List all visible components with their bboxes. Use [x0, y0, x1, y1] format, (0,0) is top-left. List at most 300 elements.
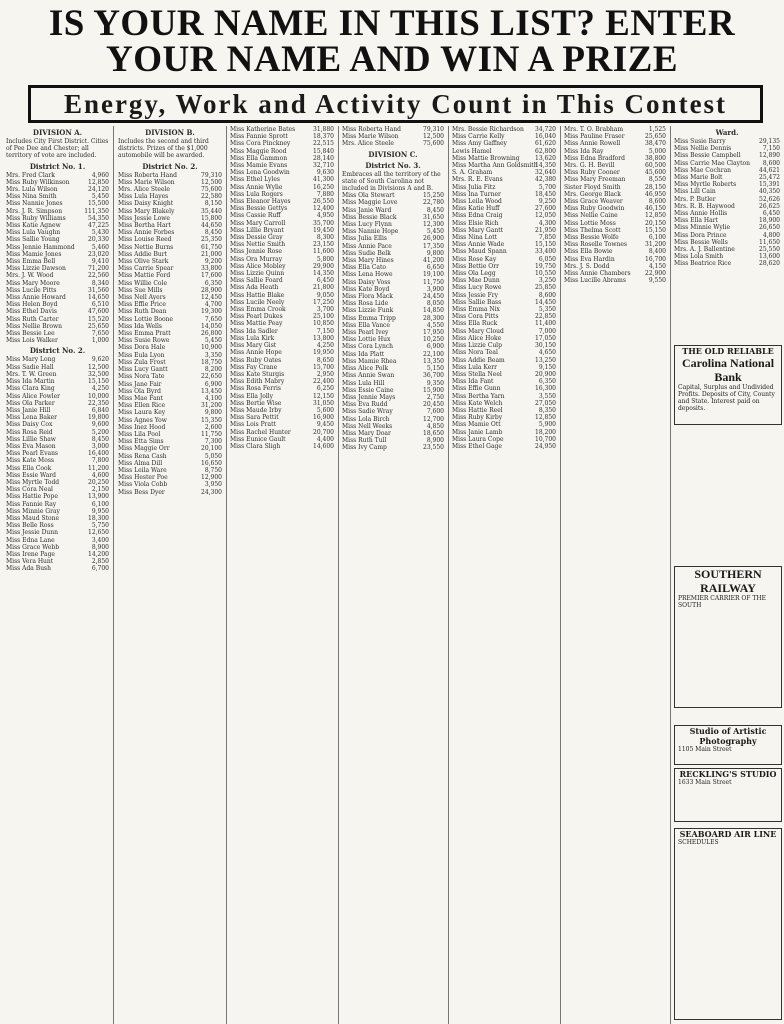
- contestant-name: Miss Ruth Carter: [6, 315, 59, 323]
- contestant-entry: [342, 358, 444, 365]
- vote-count: 60,500: [645, 162, 666, 170]
- contestant-entry: [342, 126, 444, 133]
- contestant-entry: [452, 421, 556, 428]
- contestant-entry: [452, 148, 556, 155]
- contestant-name: Miss Lula Hill: [342, 379, 385, 387]
- vote-count: 75,600: [201, 186, 222, 194]
- contestant-entry: [118, 330, 222, 337]
- contestant-entry: [230, 414, 334, 421]
- vote-count: 6,350: [538, 378, 556, 386]
- vote-count: 4,600: [91, 471, 109, 479]
- contestant-name: Miss Pauline Fraser: [564, 133, 625, 141]
- contestant-entry: [342, 214, 444, 221]
- contestant-entry: [564, 126, 666, 133]
- vote-count: 4,250: [91, 385, 109, 393]
- contestant-entry: [6, 172, 109, 179]
- contestant-entry: [118, 388, 222, 395]
- contestant-name: Miss Minnie Wylie: [674, 224, 731, 232]
- vote-count: 16,650: [201, 459, 222, 467]
- vote-count: 26,625: [759, 202, 780, 210]
- vote-count: 15,150: [535, 241, 556, 249]
- column-rule: [670, 126, 671, 1024]
- vote-count: 5,750: [91, 522, 109, 530]
- contestant-name: Miss Mary Gist: [230, 342, 277, 350]
- vote-count: 25,550: [759, 246, 780, 254]
- contestant-entry: [230, 126, 334, 133]
- contestant-entry: [564, 227, 666, 234]
- contestant-entry: [564, 198, 666, 205]
- vote-count: 29,135: [759, 138, 780, 145]
- contestant-entry: [342, 271, 444, 278]
- vote-count: 4,100: [204, 394, 222, 402]
- contestant-name: Miss Pearl Ivey: [342, 329, 389, 337]
- contestant-entry: [674, 188, 780, 195]
- section-intro: Includes City First District. Cities of Pee Dee and Chester; all territory of vote are included.: [6, 138, 109, 160]
- vote-count: 17,950: [423, 329, 444, 337]
- contestant-name: Miss Ada Heath: [230, 284, 279, 292]
- contestant-entry: [6, 193, 109, 200]
- contestant-entry: [118, 179, 222, 186]
- contestant-name: Miss Ruby Oates: [230, 356, 282, 364]
- vote-count: 5,600: [316, 406, 334, 414]
- contestant-name: Miss Myrtle Todd: [6, 478, 60, 486]
- contestant-entry: [230, 212, 334, 219]
- contestant-entry: [674, 203, 780, 210]
- contestant-name: Miss Leila Wood: [452, 198, 502, 206]
- contestant-entry: [564, 263, 666, 270]
- contestant-entry: [342, 140, 444, 147]
- vote-count: 15,800: [201, 214, 222, 222]
- contestant-name: Mrs. Alice Steele: [118, 186, 170, 194]
- contestant-name: Miss Marie Wilson: [118, 178, 175, 186]
- vote-count: 33,400: [535, 248, 556, 256]
- contestant-entry: [674, 196, 780, 203]
- contestant-entry: [118, 489, 222, 496]
- contestant-entry: [6, 330, 109, 337]
- contestant-name: Miss Ola Parker: [6, 399, 55, 407]
- column-rule: [226, 126, 227, 1024]
- contestant-name: Miss Beatrice Rice: [674, 260, 732, 268]
- vote-count: 79,310: [423, 126, 444, 133]
- vote-count: 20,900: [535, 370, 556, 378]
- vote-count: 15,500: [88, 200, 109, 208]
- contestant-entry: [230, 421, 334, 428]
- contestant-name: Miss Annie Wylie: [230, 183, 283, 191]
- contestant-entry: [118, 294, 222, 301]
- contestant-name: Lewis Hamel: [452, 147, 492, 155]
- contestant-name: Miss Susie Rowe: [118, 337, 170, 345]
- contestant-entry: [564, 133, 666, 140]
- column-division-c: [342, 126, 444, 1024]
- vote-count: 28,150: [645, 183, 666, 191]
- headline-line-1: IS YOUR NAME IN THIS LIST? ENTER: [48, 3, 736, 44]
- contestant-name: Miss Helen Boyd: [6, 301, 58, 309]
- vote-count: 10,900: [201, 344, 222, 352]
- contestant-entry: [230, 407, 334, 414]
- contestant-entry: [230, 436, 334, 443]
- contestant-entry: [6, 421, 109, 428]
- contestant-name: Miss Rosa Lide: [342, 300, 389, 308]
- contestant-name: Miss Daisy Voss: [342, 278, 391, 286]
- vote-count: 13,800: [313, 334, 334, 342]
- contestant-name: Miss Laura Cope: [452, 435, 504, 443]
- contestant-name: Miss Annie Hollis: [674, 210, 728, 218]
- contestant-name: Miss Ruth Dean: [118, 308, 167, 316]
- contestant-entry: [118, 323, 222, 330]
- railway-title: SOUTHERN RAILWAY: [694, 567, 762, 595]
- contestant-name: Miss Lizzie Culp: [452, 342, 502, 350]
- vote-count: 44,621: [759, 166, 780, 174]
- vote-count: 32,500: [88, 370, 109, 378]
- vote-count: 9,050: [316, 291, 334, 299]
- contestant-name: Miss Cora Pitts: [452, 313, 499, 321]
- contestant-entry: [6, 364, 109, 371]
- contestant-entry: [230, 284, 334, 291]
- contestant-entry: [452, 140, 556, 147]
- contestant-entry: [452, 241, 556, 248]
- contestant-name: Miss Marie Wilson: [342, 133, 399, 141]
- vote-count: 13,250: [535, 356, 556, 364]
- contestant-name: Miss Ella Cook: [6, 464, 52, 472]
- contestant-name: Miss Lillie Shaw: [6, 435, 56, 443]
- vote-count: 13,900: [88, 493, 109, 501]
- contestant-entry: [564, 169, 666, 176]
- vote-count: 2,950: [316, 370, 334, 378]
- contestant-entry: [342, 416, 444, 423]
- bank-title-2: Carolina National Bank: [681, 356, 775, 384]
- vote-count: 9,350: [426, 379, 444, 387]
- contestant-name: Miss Cora Lynch: [342, 343, 394, 351]
- vote-count: 12,500: [423, 133, 444, 141]
- contestant-entry: [342, 286, 444, 293]
- contestant-name: Miss Marie Bolt: [674, 174, 723, 182]
- vote-count: 23,150: [313, 241, 334, 249]
- contestant-entry: [674, 174, 780, 181]
- contestant-name: Miss Edna Lane: [6, 536, 55, 544]
- vote-count: 17,050: [535, 334, 556, 342]
- bank-advertisement: [674, 345, 782, 425]
- vote-count: 8,450: [91, 435, 109, 443]
- contestant-entry: [6, 515, 109, 522]
- contestant-entry: [118, 272, 222, 279]
- contestant-name: Miss Stella Neel: [452, 370, 502, 378]
- column-division-b: [118, 126, 222, 1024]
- contestant-entry: [342, 380, 444, 387]
- vote-count: 79,310: [201, 171, 222, 179]
- contestant-entry: [6, 229, 109, 236]
- contestant-entry: [230, 292, 334, 299]
- contestant-name: Miss Rosa Reid: [6, 428, 53, 436]
- vote-count: 62,800: [535, 147, 556, 155]
- contestant-name: Miss Cora Neal: [6, 486, 53, 494]
- contestant-entry: [452, 349, 556, 356]
- vote-count: 13,620: [535, 154, 556, 162]
- contestant-entry: [452, 205, 556, 212]
- vote-count: 17,350: [423, 242, 444, 250]
- vote-count: 20,700: [313, 428, 334, 436]
- contestant-name: Miss Ivy Camp: [342, 444, 387, 452]
- vote-count: 9,800: [426, 249, 444, 257]
- vote-count: 27,600: [535, 205, 556, 213]
- contestant-name: Miss Grace Webb: [6, 543, 60, 551]
- contestant-entry: [342, 315, 444, 322]
- vote-count: 5,700: [538, 183, 556, 191]
- column-rule: [560, 126, 561, 1024]
- contestant-entry: [6, 508, 109, 515]
- contestant-name: Miss Fay Crane: [230, 363, 278, 371]
- contestant-entry: [230, 205, 334, 212]
- contestant-name: Miss Edna Bradford: [564, 154, 625, 162]
- contestant-entry: [6, 208, 109, 215]
- contestant-name: Miss Bessie Wolfe: [564, 234, 619, 242]
- vote-count: 19,950: [313, 349, 334, 357]
- bank-text: Capital, Surplus and Undivided Profits. Deposits of City, County and State. Interest paid on deposits.: [678, 384, 775, 412]
- contestant-name: Mrs. Fred Clark: [6, 171, 55, 179]
- vote-count: 6,700: [91, 565, 109, 573]
- contestant-name: Miss Nellie Dennis: [674, 145, 732, 153]
- contestant-name: Miss Vera Hunt: [6, 558, 54, 566]
- contestant-name: Miss Mamie Evans: [230, 162, 288, 170]
- contestant-name: Miss Mary Freeman: [564, 176, 626, 184]
- contestant-name: Miss Agnes Yow: [118, 416, 167, 424]
- contestant-entry: [342, 235, 444, 242]
- contestant-name: Miss Carrie Kelly: [452, 133, 505, 141]
- contestant-entry: [342, 257, 444, 264]
- contestant-name: Miss Ethel Davis: [6, 308, 57, 316]
- contestant-entry: [6, 280, 109, 287]
- contestant-name: Miss Lillie Bryant: [230, 226, 284, 234]
- contestant-name: Mrs. J. S. Dodd: [564, 262, 610, 270]
- contestant-name: Miss Lois Walker: [6, 337, 58, 345]
- contestant-name: Miss Ida Ray: [564, 147, 604, 155]
- vote-count: 14,450: [535, 298, 556, 306]
- vote-count: 4,950: [316, 212, 334, 220]
- contestant-entry: [230, 364, 334, 371]
- vote-count: 3,550: [538, 392, 556, 400]
- contestant-name: Miss Bessie Black: [342, 213, 397, 221]
- contestant-entry: [452, 385, 556, 392]
- contestant-name: Miss Mattie Ford: [118, 272, 171, 280]
- contestant-name: Miss Daisy Cox: [6, 421, 53, 429]
- contestant-entry: [342, 437, 444, 444]
- vote-count: 20,450: [423, 401, 444, 409]
- contestant-name: Miss Lila Pool: [118, 430, 161, 438]
- contestant-entry: [342, 365, 444, 372]
- contestant-entry: [342, 343, 444, 350]
- seaboard-title: SEABOARD AIR LINE: [679, 829, 777, 839]
- headline-line-2: YOUR NAME AND WIN A PRIZE: [105, 39, 679, 80]
- contestant-entry: [118, 200, 222, 207]
- reckling-title: RECKLING'S STUDIO: [679, 769, 777, 779]
- contestant-entry: [6, 565, 109, 572]
- contestant-name: Miss Ola Stewart: [342, 192, 395, 200]
- contestant-entry: [118, 431, 222, 438]
- contestant-name: Miss Annie Howard: [6, 294, 66, 302]
- section-heading: DIVISION A.: [32, 128, 83, 137]
- contestant-entry: [452, 299, 556, 306]
- vote-count: 14,650: [88, 294, 109, 302]
- contestant-name: Miss Myrtle Roberts: [674, 181, 737, 189]
- vote-count: 3,950: [204, 481, 222, 489]
- contestant-name: Mrs. T. O. Brabham: [564, 126, 624, 133]
- contestant-entry: [118, 229, 222, 236]
- contestant-entry: [6, 186, 109, 193]
- contestant-entry: [230, 241, 334, 248]
- vote-count: 12,500: [201, 178, 222, 186]
- contestant-entry: [118, 474, 222, 481]
- vote-count: 31,050: [313, 399, 334, 407]
- vote-count: 3,900: [426, 285, 444, 293]
- vote-count: 9,600: [91, 421, 109, 429]
- contestant-entry: [118, 352, 222, 359]
- contestant-name: Mrs. R. B. Haywood: [674, 202, 735, 210]
- contestant-name: Miss Mamie Rhea: [342, 357, 397, 365]
- contestant-entry: [342, 228, 444, 235]
- vote-count: 7,600: [426, 408, 444, 416]
- vote-count: 32,640: [535, 169, 556, 177]
- vote-count: 7,880: [316, 190, 334, 198]
- contestant-entry: [6, 429, 109, 436]
- vote-count: 5,050: [204, 452, 222, 460]
- contestant-name: Miss Lottie Boone: [118, 315, 173, 323]
- contestant-name: Miss Dora Hale: [118, 344, 166, 352]
- vote-count: 9,250: [538, 198, 556, 206]
- contestant-entry: [230, 148, 334, 155]
- contestant-entry: [342, 423, 444, 430]
- contestant-entry: [230, 234, 334, 241]
- contestant-name: Miss Susie Barry: [674, 138, 726, 145]
- contestant-name: Miss Janie Lamb: [452, 428, 503, 436]
- vote-count: 46,150: [645, 205, 666, 213]
- contestant-entry: [230, 176, 334, 183]
- vote-count: 18,900: [759, 217, 780, 225]
- contestant-entry: [564, 270, 666, 277]
- contestant-entry: [118, 265, 222, 272]
- vote-count: 25,472: [759, 174, 780, 182]
- vote-count: 19,750: [535, 262, 556, 270]
- contestant-name: Miss Ella Bowie: [564, 248, 613, 256]
- contestant-name: Miss Lula Vaughn: [6, 229, 61, 237]
- vote-count: 14,850: [423, 307, 444, 315]
- vote-count: 33,800: [201, 265, 222, 273]
- vote-count: 16,300: [535, 385, 556, 393]
- contestant-entry: [118, 244, 222, 251]
- vote-count: 4,800: [762, 231, 780, 239]
- contestant-entry: [230, 256, 334, 263]
- vote-count: 26,550: [313, 198, 334, 206]
- contestant-entry: [118, 215, 222, 222]
- contestant-name: Miss Julia Ellis: [342, 235, 387, 243]
- contestant-entry: [230, 429, 334, 436]
- vote-count: 17,250: [313, 298, 334, 306]
- vote-count: 2,150: [91, 486, 109, 494]
- vote-count: 21,950: [535, 226, 556, 234]
- vote-count: 7,650: [204, 315, 222, 323]
- contestant-name: Miss Ella Gammon: [230, 154, 288, 162]
- vote-count: 12,650: [88, 529, 109, 537]
- contestant-name: Miss Nina Smith: [6, 193, 57, 201]
- contestant-name: Miss Jane Fair: [118, 380, 162, 388]
- vote-count: 6,100: [91, 500, 109, 508]
- vote-count: 14,350: [535, 162, 556, 170]
- contestant-entry: [564, 205, 666, 212]
- vote-count: 32,710: [313, 162, 334, 170]
- contestant-entry: [452, 220, 556, 227]
- vote-count: 13,600: [759, 253, 780, 261]
- vote-count: 17,600: [201, 272, 222, 280]
- vote-count: 19,300: [201, 308, 222, 316]
- contestant-entry: [564, 155, 666, 162]
- contestant-entry: [452, 256, 556, 263]
- contestant-entry: [230, 328, 334, 335]
- vote-count: 22,100: [423, 350, 444, 358]
- contestant-entry: [452, 429, 556, 436]
- vote-count: 20,250: [88, 478, 109, 486]
- contestant-entry: [6, 529, 109, 536]
- column-rule: [338, 126, 339, 1024]
- contestant-name: Miss Olive Stark: [118, 258, 169, 266]
- contestant-entry: [6, 436, 109, 443]
- contestant-entry: [118, 402, 222, 409]
- contestant-name: Miss Daisy Knight: [118, 200, 174, 208]
- vote-count: 18,300: [88, 514, 109, 522]
- vote-count: 4,250: [316, 342, 334, 350]
- contestant-entry: [342, 279, 444, 286]
- contestant-entry: [342, 430, 444, 437]
- contestant-entry: [452, 155, 556, 162]
- contestant-name: Miss Lottie Moss: [564, 219, 616, 227]
- contestant-name: Miss Addie Beam: [452, 356, 505, 364]
- contestant-name: Miss Maggie Love: [342, 199, 398, 207]
- vote-count: 15,350: [201, 416, 222, 424]
- contestant-entry: [6, 472, 109, 479]
- vote-count: 22,780: [423, 199, 444, 207]
- contestant-name: Miss Lucy Flynn: [342, 221, 392, 229]
- contestant-name: Miss Emma Pratt: [118, 330, 171, 338]
- vote-count: 7,150: [316, 327, 334, 335]
- contestant-name: Miss Amy Gaffney: [452, 140, 507, 148]
- contestant-entry: [452, 364, 556, 371]
- vote-count: 34,720: [535, 126, 556, 133]
- contestant-entry: [452, 313, 556, 320]
- vote-count: 4,550: [426, 321, 444, 329]
- contestant-name: Miss Ida Platt: [342, 350, 385, 358]
- contestant-name: Miss Roberta Hand: [118, 171, 177, 179]
- contestant-entry: [230, 443, 334, 450]
- contestant-entry: [230, 299, 334, 306]
- vote-count: 24,300: [201, 488, 222, 496]
- seaboard-advertisement: [674, 828, 782, 1020]
- vote-count: 9,550: [648, 277, 666, 285]
- contestant-name: Miss Emma Nix: [452, 306, 500, 314]
- vote-count: 19,450: [313, 226, 334, 234]
- contestant-entry: [452, 126, 556, 133]
- contestant-name: Miss Julia Fitz: [452, 183, 496, 191]
- contestant-name: Miss Kate Welch: [452, 399, 503, 407]
- contestant-entry: [6, 323, 109, 330]
- contestant-entry: [118, 381, 222, 388]
- contestant-entry: [6, 465, 109, 472]
- vote-count: 31,880: [313, 126, 334, 133]
- contestant-entry: [6, 258, 109, 265]
- contestant-entry: [6, 265, 109, 272]
- contestant-entry: [118, 445, 222, 452]
- contestant-name: Miss Viola Cobb: [118, 481, 168, 489]
- vote-count: 2,600: [204, 423, 222, 431]
- contestant-name: Miss Annie Rowell: [564, 140, 621, 148]
- contestant-entry: [452, 133, 556, 140]
- contestant-entry: [452, 393, 556, 400]
